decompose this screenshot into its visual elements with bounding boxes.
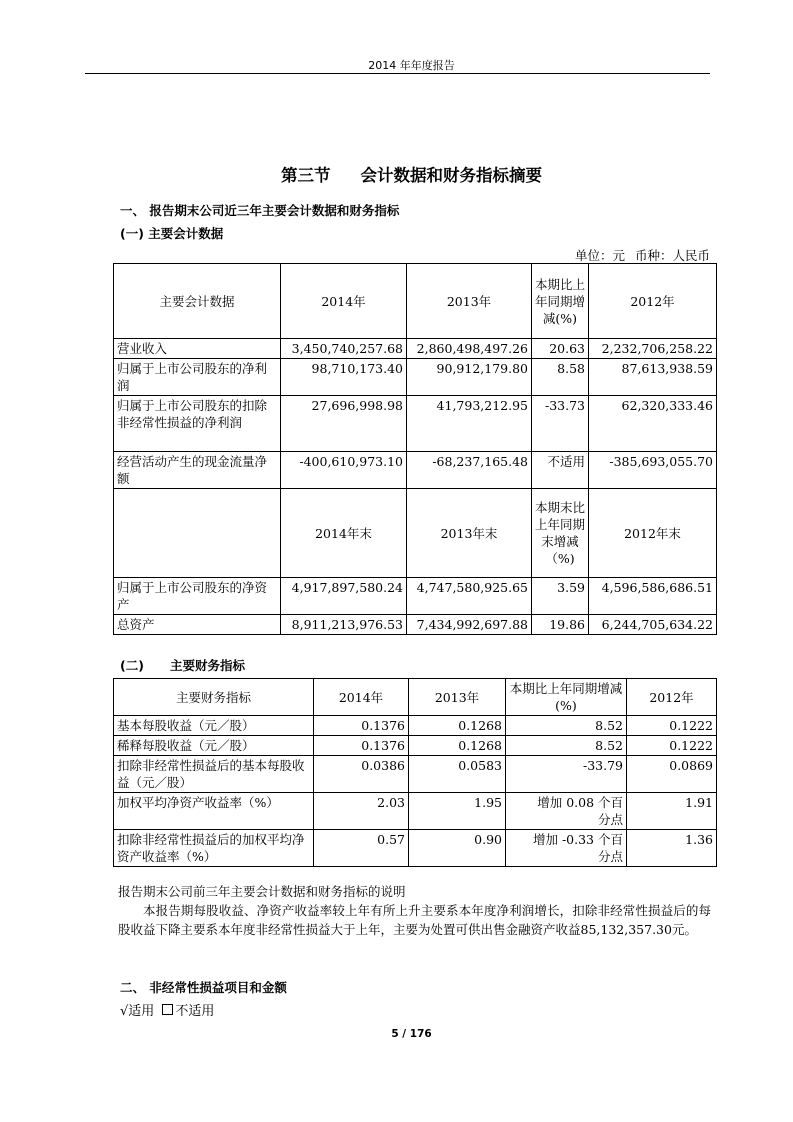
value-cell: 62,320,333.46 <box>589 396 717 452</box>
header-cell: 主要财务指标 <box>114 679 314 716</box>
table-row <box>114 756 717 793</box>
header-cell: 2014年末 <box>281 489 407 578</box>
value-cell: 2,232,706,258.22 <box>589 339 717 359</box>
value-cell: -68,237,165.48 <box>407 452 532 489</box>
table-row <box>114 339 717 359</box>
accounting-data-table <box>113 263 717 635</box>
explanation-note <box>118 882 711 939</box>
header-cell: 2013年 <box>407 264 532 339</box>
value-cell: 0.1268 <box>409 736 506 756</box>
change-cell: 增加 -0.33 个百分点 <box>506 830 627 867</box>
unit-line <box>575 246 710 264</box>
page-number: 5 / 176 <box>391 1028 432 1040</box>
value-cell: 6,244,705,634.22 <box>589 615 717 635</box>
change-cell: 8.58 <box>532 359 589 396</box>
table-header-row <box>114 264 717 339</box>
header-cell: 2012年 <box>589 264 717 339</box>
page-header: 2014 年年度报告 <box>368 59 455 72</box>
table-row <box>114 793 717 830</box>
subheading-text: 主要财务指标 <box>169 658 245 673</box>
header-cell: 主要会计数据 <box>114 264 281 339</box>
value-cell: 3,450,740,257.68 <box>281 339 407 359</box>
value-cell: 2,860,498,497.26 <box>407 339 532 359</box>
applicable-option: 适用 <box>128 1004 155 1019</box>
table-row <box>114 578 717 615</box>
check-icon: √ <box>120 1004 129 1019</box>
change-cell: 增加 0.08 个百分点 <box>506 793 627 830</box>
value-cell: 98,710,173.40 <box>281 359 407 396</box>
row-label: 加权平均净资产收益率（%） <box>114 793 314 830</box>
value-cell: 1.91 <box>627 793 717 830</box>
table-header-row <box>114 489 717 578</box>
row-label: 归属于上市公司股东的净资产 <box>114 578 281 615</box>
row-label: 基本每股收益（元／股） <box>114 716 314 736</box>
table-header-row <box>114 679 717 716</box>
row-label: 稀释每股收益（元／股） <box>114 736 314 756</box>
change-cell: 不适用 <box>532 452 589 489</box>
value-cell: 4,596,586,686.51 <box>589 578 717 615</box>
header-cell: 2012年末 <box>589 489 717 578</box>
header-cell: 2013年 <box>409 679 506 716</box>
checkbox-icon <box>162 1004 173 1015</box>
header-cell <box>114 489 281 578</box>
section-name: 会计数据和财务指标摘要 <box>360 166 542 185</box>
table-row <box>114 716 717 736</box>
row-label: 归属于上市公司股东的净利润 <box>114 359 281 396</box>
value-cell: 0.57 <box>314 830 409 867</box>
change-cell: 19.86 <box>532 615 589 635</box>
table-row <box>114 359 717 396</box>
header-cell: 2014年 <box>314 679 409 716</box>
value-cell: -385,693,055.70 <box>589 452 717 489</box>
heading-nonrecurring-items: 二、 非经常性损益项目和金额 <box>120 980 287 995</box>
row-label: 扣除非经常性损益后的加权平均净资产收益率（%） <box>114 830 314 867</box>
subheading-accounting-data: (一) 主要会计数据 <box>120 226 224 241</box>
row-label: 经营活动产生的现金流量净额 <box>114 452 281 489</box>
value-cell: 4,917,897,580.24 <box>281 578 407 615</box>
header-cell: 本期末比上年同期末增减（%) <box>532 489 589 578</box>
row-label: 扣除非经常性损益后的基本每股收益（元／股） <box>114 756 314 793</box>
value-cell: 90,912,179.80 <box>407 359 532 396</box>
value-cell: -400,610,973.10 <box>281 452 407 489</box>
change-cell: 8.52 <box>506 716 627 736</box>
subheading-label: (二) <box>120 658 144 673</box>
applicability-options <box>120 1000 214 1019</box>
header-cell: 本期比上年同期增减(%) <box>532 264 589 339</box>
value-cell: 0.1376 <box>314 736 409 756</box>
value-cell: 4,747,580,925.65 <box>407 578 532 615</box>
value-cell: 1.95 <box>409 793 506 830</box>
row-label: 总资产 <box>114 615 281 635</box>
heading-key-data: 一、 报告期末公司近三年主要会计数据和财务指标 <box>120 203 400 218</box>
change-cell: -33.73 <box>532 396 589 452</box>
value-cell: 87,613,938.59 <box>589 359 717 396</box>
change-cell: -33.79 <box>506 756 627 793</box>
header-cell: 2012年 <box>627 679 717 716</box>
value-cell: 2.03 <box>314 793 409 830</box>
table-row <box>114 736 717 756</box>
row-label: 归属于上市公司股东的扣除非经常性损益的净利润 <box>114 396 281 452</box>
not-applicable-option: 不适用 <box>175 1004 215 1019</box>
header-cell: 2013年末 <box>407 489 532 578</box>
value-cell: 0.0869 <box>627 756 717 793</box>
table-row <box>114 452 717 489</box>
value-cell: 0.1376 <box>314 716 409 736</box>
unit-label: 单位：元 <box>574 248 625 263</box>
currency-label: 币种：人民币 <box>634 248 710 263</box>
value-cell: 0.1268 <box>409 716 506 736</box>
header-cell: 2014年 <box>281 264 407 339</box>
value-cell: 1.36 <box>627 830 717 867</box>
table-row <box>114 396 717 452</box>
value-cell: 0.0386 <box>314 756 409 793</box>
note-title: 报告期末公司前三年主要会计数据和财务指标的说明 <box>118 884 406 899</box>
value-cell: 0.1222 <box>627 736 717 756</box>
value-cell: 41,793,212.95 <box>407 396 532 452</box>
section-number: 第三节 <box>281 166 331 185</box>
value-cell: 8,911,213,976.53 <box>281 615 407 635</box>
table-row <box>114 615 717 635</box>
header-cell: 本期比上年同期增减(%) <box>506 679 627 716</box>
change-cell: 8.52 <box>506 736 627 756</box>
header-divider <box>85 73 710 74</box>
value-cell: 0.90 <box>409 830 506 867</box>
value-cell: 0.1222 <box>627 716 717 736</box>
note-body: 本报告期每股收益、净资产收益率较上年有所上升主要系本年度净利润增长，扣除非经常性损益后的每股收益下降主要系本年度非经常性损益大于上年，主要为处置可供出售金融资产收益85,132,357.30元。 <box>118 903 711 937</box>
change-cell: 20.63 <box>532 339 589 359</box>
change-cell: 3.59 <box>532 578 589 615</box>
value-cell: 0.0583 <box>409 756 506 793</box>
subheading-financial-indicators <box>120 656 245 674</box>
section-title <box>113 162 710 186</box>
financial-indicators-table <box>113 678 717 867</box>
value-cell: 27,696,998.98 <box>281 396 407 452</box>
value-cell: 7,434,992,697.88 <box>407 615 532 635</box>
row-label: 营业收入 <box>114 339 281 359</box>
table-row <box>114 830 717 867</box>
